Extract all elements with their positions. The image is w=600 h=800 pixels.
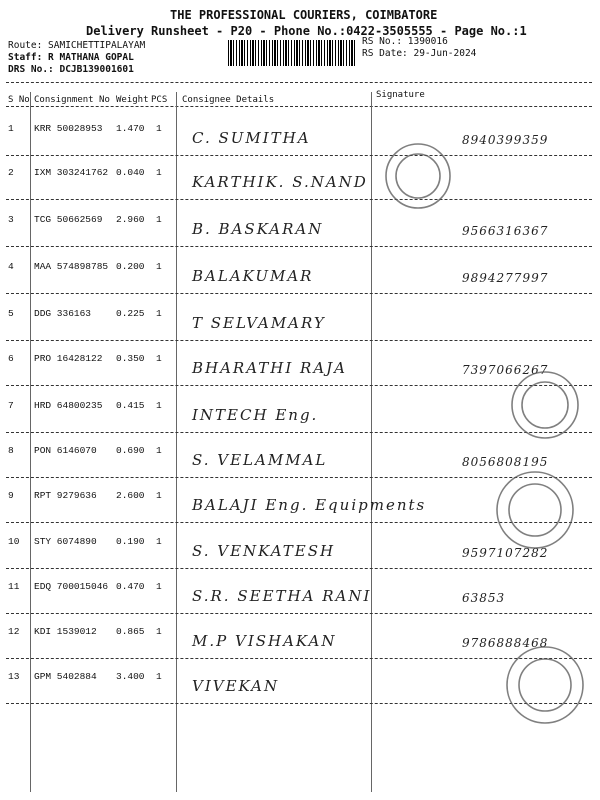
row-consignment: MAA 574898785 <box>34 261 109 272</box>
row-weight: 0.690 <box>116 445 145 456</box>
col-weight: Weight <box>116 95 149 105</box>
row-weight: 0.865 <box>116 626 145 637</box>
row-consignee: BHARATHI RAJA <box>192 359 347 377</box>
row-weight: 0.200 <box>116 261 145 272</box>
row-consignment: RPT 9279636 <box>34 490 97 501</box>
col-pcs: PCS <box>151 95 168 105</box>
row-weight: 0.470 <box>116 581 145 592</box>
row-sno: 8 <box>8 445 14 456</box>
row-consignment: TCG 50662569 <box>34 214 103 225</box>
row-sno: 5 <box>8 308 14 319</box>
row-sno: 7 <box>8 400 14 411</box>
row-consignee: S. VENKATESH <box>192 542 336 560</box>
row-pcs: 1 <box>156 581 162 592</box>
row-weight: 2.960 <box>116 214 145 225</box>
row-consignee: M.P VISHAKAN <box>192 632 337 650</box>
row-signature-note: 9894277997 <box>462 271 549 285</box>
row-signature-note: 9786888468 <box>462 636 549 650</box>
row-consignment: PRO 16428122 <box>34 353 103 364</box>
row-pcs: 1 <box>156 123 162 134</box>
row-consignment: IXM 303241762 <box>34 167 109 178</box>
row-weight: 0.415 <box>116 400 145 411</box>
row-signature-note: 63853 <box>462 591 506 605</box>
runsheet-subtitle: Delivery Runsheet - P20 - Phone No.:0422-3505555 - Page No.:1 <box>86 24 527 38</box>
staff-label: Staff: R MATHANA GOPAL <box>8 52 134 63</box>
row-signature-note: 9597107282 <box>462 546 549 560</box>
row-sno: 10 <box>8 536 20 547</box>
row-pcs: 1 <box>156 490 162 501</box>
row-pcs: 1 <box>156 400 162 411</box>
row-weight: 0.040 <box>116 167 145 178</box>
row-weight: 3.400 <box>116 671 145 682</box>
row-consignment: DDG 336163 <box>34 308 92 319</box>
row-weight: 0.350 <box>116 353 145 364</box>
stamp <box>509 484 561 536</box>
row-signature-note: 8940399359 <box>462 133 549 147</box>
row-consignment: HRD 64800235 <box>34 400 103 411</box>
col-sno: S No <box>8 95 30 105</box>
row-consignee: BALAKUMAR <box>192 267 314 285</box>
row-sno: 11 <box>8 581 20 592</box>
row-consignee: KARTHIK. S.NAND <box>192 173 368 191</box>
row-consignee: C. SUMITHA <box>192 129 311 147</box>
row-sno: 1 <box>8 123 14 134</box>
row-weight: 0.190 <box>116 536 145 547</box>
row-consignee: BALAJI Eng. Equipments <box>192 496 427 514</box>
stamp <box>519 659 571 711</box>
row-pcs: 1 <box>156 308 162 319</box>
row-pcs: 1 <box>156 626 162 637</box>
rs-number: RS No.: 1390016 <box>362 36 448 47</box>
route-label: Route: SAMICHETTIPALAYAM <box>8 40 146 51</box>
row-signature-note: 9566316367 <box>462 224 549 238</box>
row-weight: 1.470 <box>116 123 145 134</box>
col-consignee: Consignee Details <box>182 95 275 105</box>
stamp <box>396 154 440 198</box>
row-consignment: EDQ 700015046 <box>34 581 109 592</box>
row-consignee: INTECH Eng. <box>192 406 319 424</box>
row-weight: 2.600 <box>116 490 145 501</box>
row-consignment: PON 6146070 <box>34 445 97 456</box>
row-pcs: 1 <box>156 445 162 456</box>
row-sno: 6 <box>8 353 14 364</box>
row-consignee: VIVEKAN <box>192 677 280 695</box>
row-sno: 3 <box>8 214 14 225</box>
row-consignment: KRR 50028953 <box>34 123 103 134</box>
row-consignment: GPM 5402884 <box>34 671 97 682</box>
row-pcs: 1 <box>156 671 162 682</box>
row-sno: 9 <box>8 490 14 501</box>
row-sno: 4 <box>8 261 14 272</box>
row-signature-note: 7397066267 <box>462 363 549 377</box>
row-pcs: 1 <box>156 261 162 272</box>
row-pcs: 1 <box>156 353 162 364</box>
row-sno: 2 <box>8 167 14 178</box>
row-consignee: B. BASKARAN <box>192 220 324 238</box>
row-sno: 12 <box>8 626 20 637</box>
row-sno: 13 <box>8 671 20 682</box>
company-title: THE PROFESSIONAL COURIERS, COIMBATORE <box>170 8 438 22</box>
row-pcs: 1 <box>156 214 162 225</box>
drs-number: DRS No.: DCJB139001601 <box>8 64 134 75</box>
row-signature-note: 8056808195 <box>462 455 549 469</box>
rs-date: RS Date: 29-Jun-2024 <box>362 48 477 59</box>
col-signature: Signature <box>376 90 425 100</box>
row-pcs: 1 <box>156 536 162 547</box>
row-consignment: KDI 1539012 <box>34 626 97 637</box>
row-consignment: STY 6074890 <box>34 536 97 547</box>
stamp <box>522 382 568 428</box>
col-consignment: Consignment No <box>34 95 110 105</box>
row-weight: 0.225 <box>116 308 145 319</box>
row-consignee: S.R. SEETHA RANI <box>192 587 372 605</box>
row-consignee: S. VELAMMAL <box>192 451 328 469</box>
row-consignee: T SELVAMARY <box>192 314 326 332</box>
row-pcs: 1 <box>156 167 162 178</box>
